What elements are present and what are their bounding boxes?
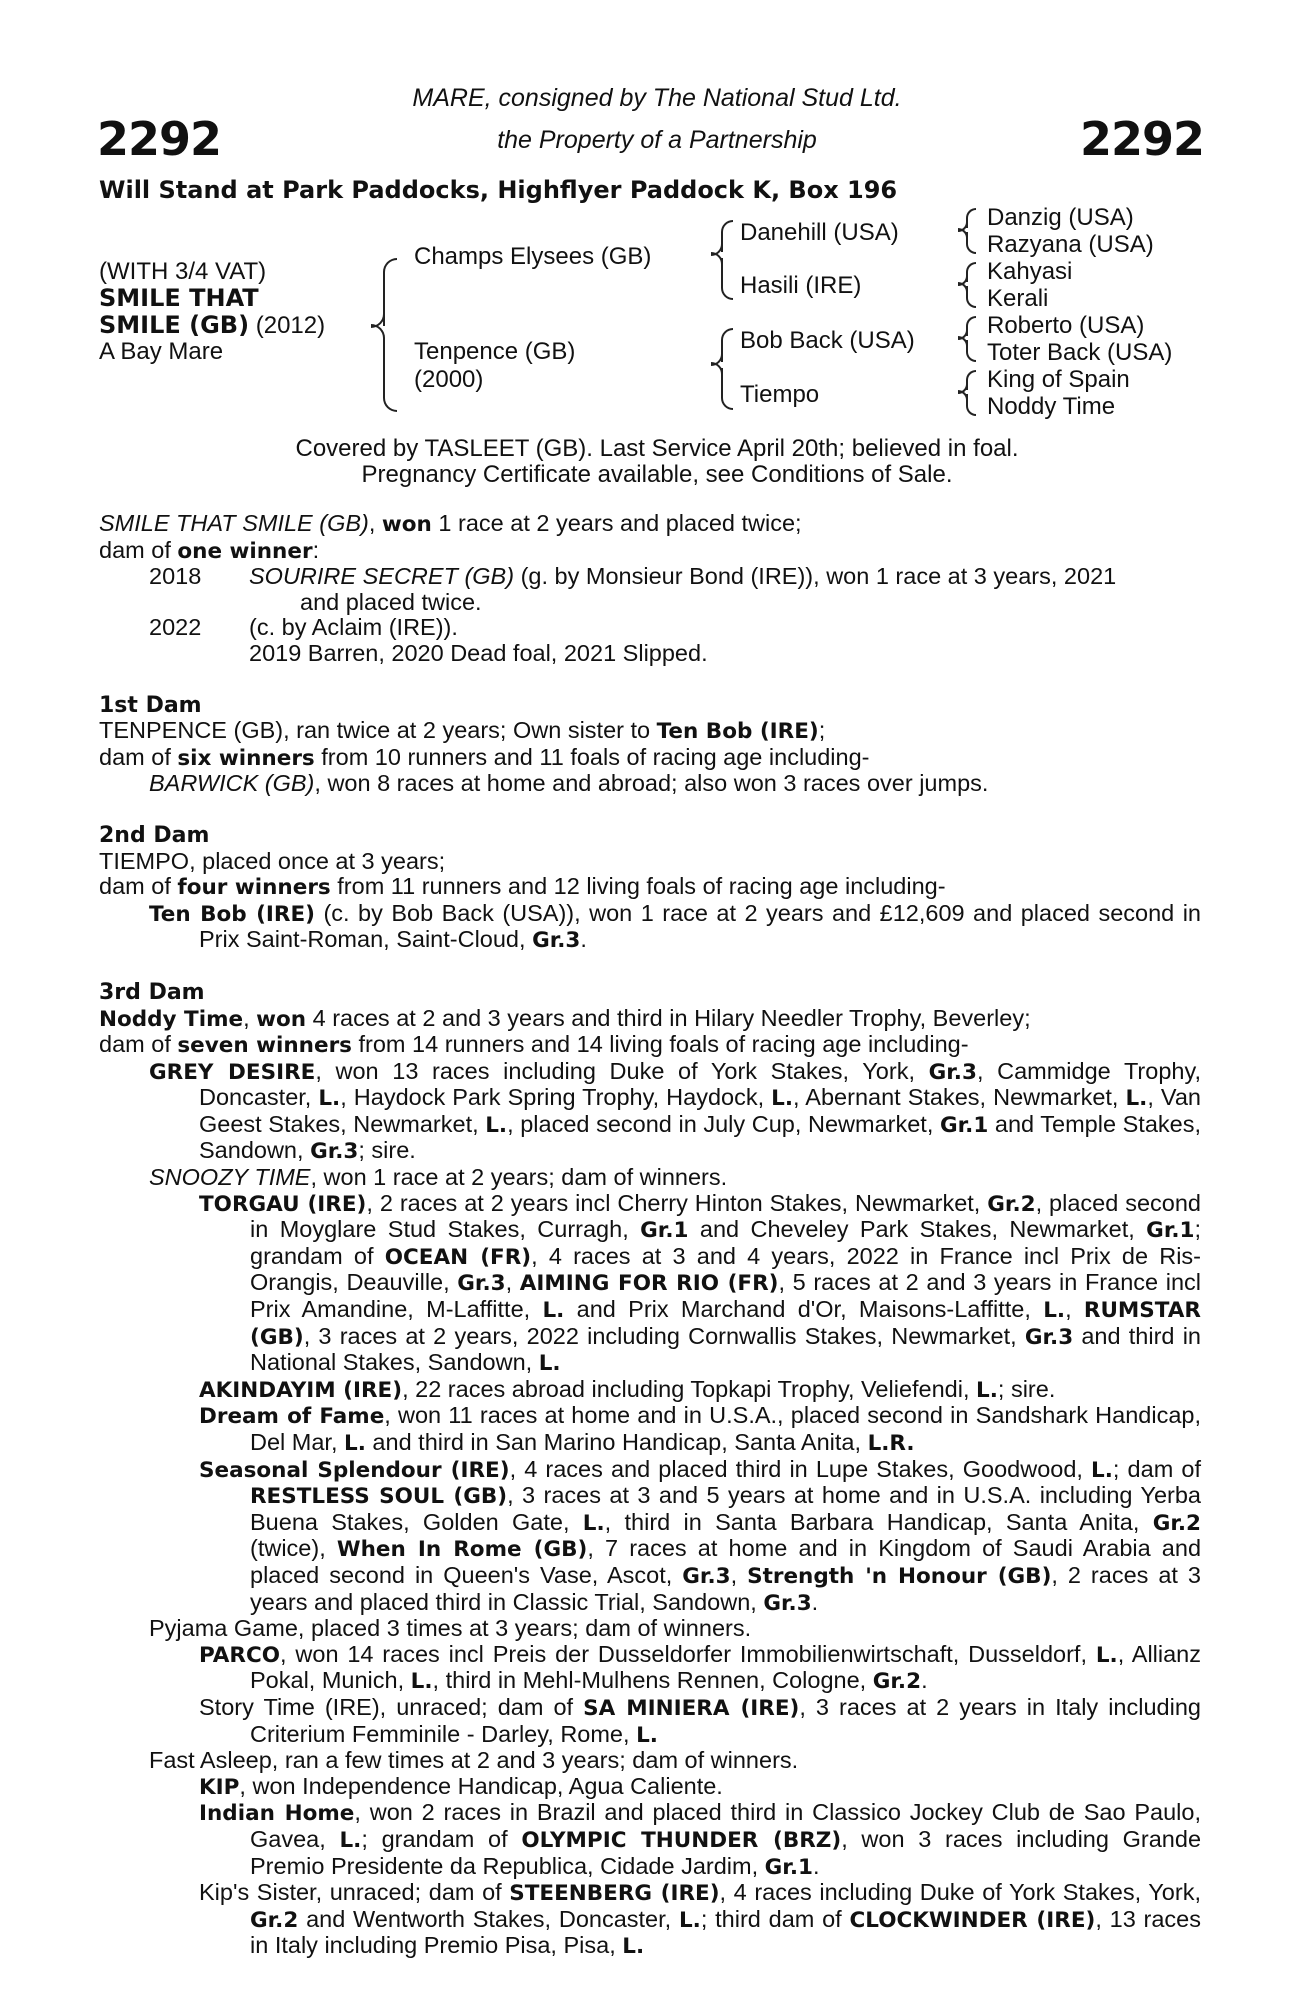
pregnancy-note: Pregnancy Certificate available, see Conditions of Sale. (361, 461, 953, 488)
sire-sire-sire: Danzig (USA) (987, 204, 1134, 231)
sire-sire-dam: Razyana (USA) (987, 231, 1154, 258)
second-dam-heading: 2nd Dam (99, 822, 210, 848)
consignor-line: MARE, consigned by The National Stud Ltd. (412, 84, 902, 112)
sire: Champs Elysees (GB) (414, 243, 652, 270)
sire-sire: Danehill (USA) (740, 219, 899, 246)
dam-year: (2000) (414, 366, 484, 393)
foal-2022: 2022 (c. by Aclaim (IRE)). (149, 614, 458, 641)
sire-dam: Hasili (IRE) (740, 272, 862, 299)
horse-description: A Bay Mare (99, 338, 224, 365)
third-dam-heading: 3rd Dam (99, 979, 205, 1005)
catalogue-body: SMILE THAT SMILE (GB), won 1 race at 2 years and placed twice; dam of one winner: 2018 SOURIRE SECRET (GB) (g. by Monsieur Bond (IRE)), won 1 race at 3 years, 2021 and placed twice. 2022 (c. by Aclaim (IRE)). 2019 Barren, 2020 Dead foal, 2021 Slipped. 1st Dam TENPENCE (GB), ran twice at 2 years; Own sister to Ten Bob (IRE); dam of six winners from 10 runners and 11 foals of racing age including- BARWICK (GB), won 8 races at home and abroad; also won 3 races over jumps. 2nd Dam TIEMPO, placed once at 3 years; dam of four winners from 11 runners and 12 living foals of racing age including- Ten Bob (IRE) (c. by Bob Back (USA)), won 1 race at 2 years and £12,609 and placed second in Prix Saint-Roman, Saint-Cloud, Gr.3. 3rd Dam Noddy Time, won 4 races at 2 and 3 years and third in Hilary Needler Trophy, Beverley; dam of seven winners from 14 runners and 14 living foals of racing age including- GREY DESIRE, won 13 races including Duke of York Stakes, York, Gr.3, Cammidge Trophy, Doncaster, L., Haydock Park Spring Trophy, Haydock, L., Abernant Stakes, Newmarket, L., Van Geest Stakes, Newmarket, L., placed second in July Cup, Newmarket, Gr.1 and Temple Stakes, Sandown, Gr.3; sire. SNOOZY TIME, won 1 race at 2 years; dam of winners. TORGAU (IRE), 2 races at 2 years incl Cherry Hinton Stakes, Newmarket, Gr.2, placed second in Moyglare Stud Stakes, Curragh, Gr.1 and Cheveley Park Stakes, Newmarket, Gr.1; grandam of OCEAN (FR), 4 races at 3 and 4 years, 2022 in France incl Prix de Ris-Orangis, Deauville, Gr.3, AIMING FOR RIO (FR), 5 races at 2 and 3 years in France incl Prix Amandine, M-Laffitte, L. and Prix Marchand d'Or, Maisons-Laffitte, L., RUMSTAR (GB), 3 races at 2 years, 2022 including Cornwallis Stakes, Newmarket, Gr.3 and third in National Stakes, Sandown, L. AKINDAYIM (IRE), 22 races abroad including Topkapi Trophy, Veliefendi, L.; sire. Dream of Fame, won 11 races at home and in U.S.A., placed second in Sandshark Handicap, Del Mar, L. and third in San Marino Handicap, Santa Anita, L.R. Seasonal Splendour (IRE), 4 races and placed third in Lupe Stakes, Goodwood, L.; dam of RESTLESS SOUL (GB), 3 races at 3 and 5 years at home and in U.S.A. including Yerba Buena Stakes, Golden Gate, L., third in Santa Barbara Handicap, Santa Anita, Gr.2 (twice), When In Rome (GB), 7 races at home and in Kingdom of Saudi Arabia and placed second in Queen's Vase, Ascot, Gr.3, Strength 'n Honour (GB), 2 races at 3 years and placed third in Classic Trial, Sandown, Gr.3. Pyjama Game, placed 3 times at 3 years; dam of winners. PARCO, won 14 races incl Preis der Dusseldorfer Immobilienwirtschaft, Dusseldorf, L., Allianz Pokal, Munich, L., third in Mehl-Mulhens Rennen, Cologne, Gr.2. Story Time (IRE), unraced; dam of SA MINIERA (IRE), 3 races at 2 years in Italy including Criterium Femminile - Darley, Rome, L. Fast Asleep, ran a few times at 2 and 3 years; dam of winners. KIP, won Independence Handicap, Agua Caliente. Indian Home, won 2 races in Brazil and placed third in Classico Jockey Club de Sao Paulo, Gavea, L.; grandam of OLYMPIC THUNDER (BRZ), won 3 races including Grande Premio Presidente da Republica, Cidade Jardim, Gr.1. Kip's Sister, unraced; dam of STEENBERG (IRE), 4 races including Duke of York Stakes, York, Gr.2 and Wentworth Stakes, Doncaster, L.; third dam of CLOCKWINDER (IRE), 13 races in Italy including Premio Pisa, Pisa, L. (99, 510, 1202, 1960)
dam-dam-dam: Noddy Time (987, 393, 1116, 420)
produce-record: SMILE THAT SMILE (GB), won 1 race at 2 years and placed twice; (99, 510, 802, 537)
horse-name-year: SMILE (GB) (2012) (99, 311, 326, 339)
sire-dam-sire: Kahyasi (987, 258, 1073, 285)
horse-name: SMILE THAT (99, 284, 259, 312)
dam-dam: Tiempo (740, 381, 820, 408)
dam-sire-sire: Roberto (USA) (987, 312, 1145, 339)
dam-sire: Bob Back (USA) (740, 327, 915, 354)
property-line: the Property of a Partnership (497, 126, 817, 154)
pedigree-brace (383, 258, 397, 326)
foal-2018: 2018 SOURIRE SECRET (GB) (g. by Monsieur Bond (IRE)), won 1 race at 3 years, 2021 (149, 563, 1117, 590)
covered-note: Covered by TASLEET (GB). Last Service April 20th; believed in foal. (295, 435, 1019, 462)
dam-dam-sire: King of Spain (987, 366, 1130, 393)
first-dam-heading: 1st Dam (99, 692, 202, 718)
stand-location: Will Stand at Park Paddocks, Highflyer Paddock K, Box 196 (99, 176, 898, 204)
lot-number-right: 2292 (1079, 112, 1204, 166)
dam-sire-dam: Toter Back (USA) (987, 339, 1173, 366)
dam: Tenpence (GB) (414, 338, 576, 365)
sire-dam-dam: Kerali (987, 285, 1049, 312)
lot-number-left: 2292 (97, 112, 222, 166)
vat-note: (WITH 3/4 VAT) (99, 258, 267, 285)
